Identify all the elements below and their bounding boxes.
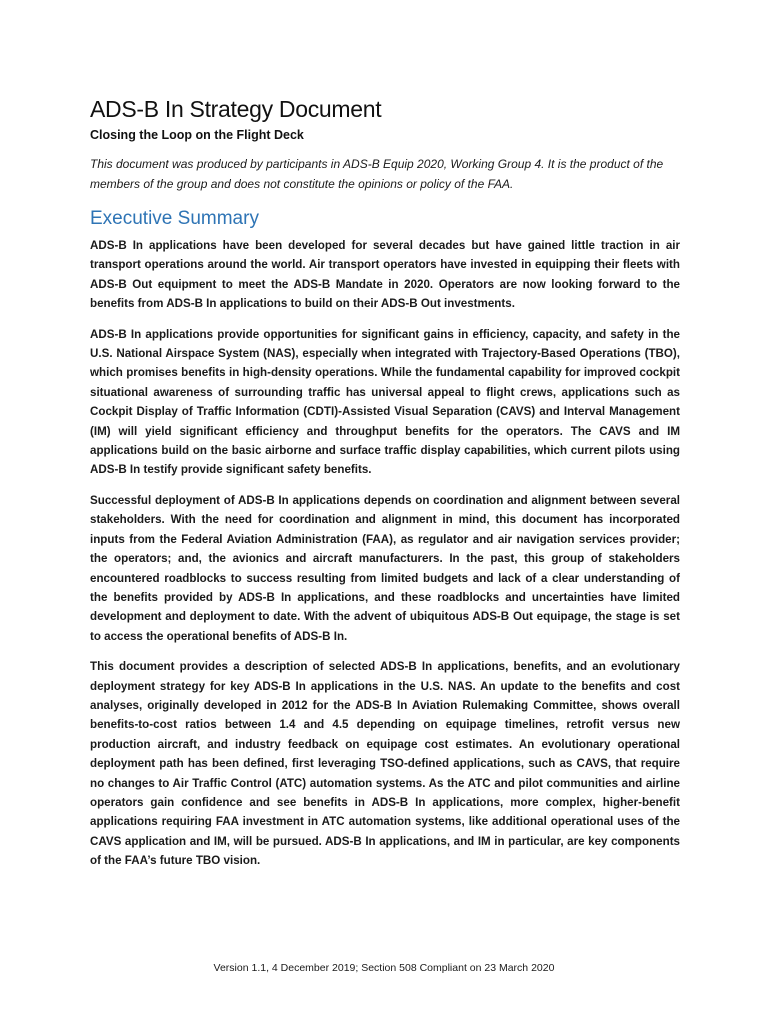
paragraph-1: ADS-B In applications have been developed for several decades but have gained little traction in air transport operations around the world. Air transport operators have invested in equipping their fleets with ADS-B Out equipment to meet the ADS-B Mandate in 2020. Operators are now looking forward to the benefits from ADS-B In applications to build on their ADS-B Out investments. xyxy=(90,239,680,311)
document-subtitle: Closing the Loop on the Flight Deck xyxy=(90,128,304,142)
paragraph-3: Successful deployment of ADS-B In applications depends on coordination and alignment between several stakeholders. With the need for coordination and alignment in mind, this document has incorporated inputs from the Federal Aviation Administration (FAA), as regulator and air navigation services provider; the operators; and, the avionics and aircraft manufacturers. In the past, this group of stakeholders encountered roadblocks to success resulting from limited budgets and lack of a clear understanding of the benefits provided by ADS-B In applications, and these roadblocks and uncertainties have limited development and deployment to date. With the advent of ubiquitous ADS-B Out equipage, the stage is set to access the operational benefits of ADS-B In. xyxy=(90,493,680,643)
disclaimer-text: This document was produced by participants in ADS-B Equip 2020, Working Group 4. It is the product of the members of the group and does not constitute the opinions or policy of the FAA. xyxy=(90,157,664,191)
page-footer: Version 1.1, 4 December 2019; Section 508 Compliant on 23 March 2020 xyxy=(213,962,555,974)
paragraph-2: ADS-B In applications provide opportunities for significant gains in efficiency, capacity, and safety in the U.S. National Airspace System (NAS), especially when integrated with Trajectory-Based Operations (TBO), which promises benefits in high-density operations. While the fundamental capability for improved cockpit situational awareness of surrounding traffic has universal appeal to flight crews, applications such as Cockpit Display of Traffic Information (CDTI)-Assisted Visual Separation (CAVS) and Interval Management (IM) will yield significant efficiency and throughput benefits for the operators. The CAVS and IM applications build on the basic airborne and surface traffic display capabilities, which current pilots using ADS-B In testify provide significant safety benefits. xyxy=(90,327,680,477)
paragraph-4: This document provides a description of selected ADS-B In applications, benefits, and an evolutionary deployment strategy for key ADS-B In applications in the U.S. NAS. An update to the benefits and cost analyses, originally developed in 2012 for the ADS-B In Aviation Rulemaking Committee, shows overall benefits-to-cost ratios between 1.4 and 4.5 depending on equipage timelines, retrofit versus new production aircraft, and industry feedback on equipage cost estimates. An evolutionary operational deployment path has been defined, first leveraging TSO-defined applications, such as CAVS, that require no changes to Air Traffic Control (ATC) automation systems. As the ATC and pilot communities and airline operators gain confidence and see benefits in ADS-B In applications, more complex, higher-benefit applications requiring FAA investment in ATC automation systems, like additional operational uses of the CAVS application and IM, will be pursued. ADS-B In applications, and IM in particular, are key components of the FAA’s future TBO vision. xyxy=(90,660,680,868)
executive-summary-body xyxy=(90,236,680,882)
section-heading-executive-summary: Executive Summary xyxy=(90,208,259,229)
document-title: ADS-B In Strategy Document xyxy=(90,96,382,122)
